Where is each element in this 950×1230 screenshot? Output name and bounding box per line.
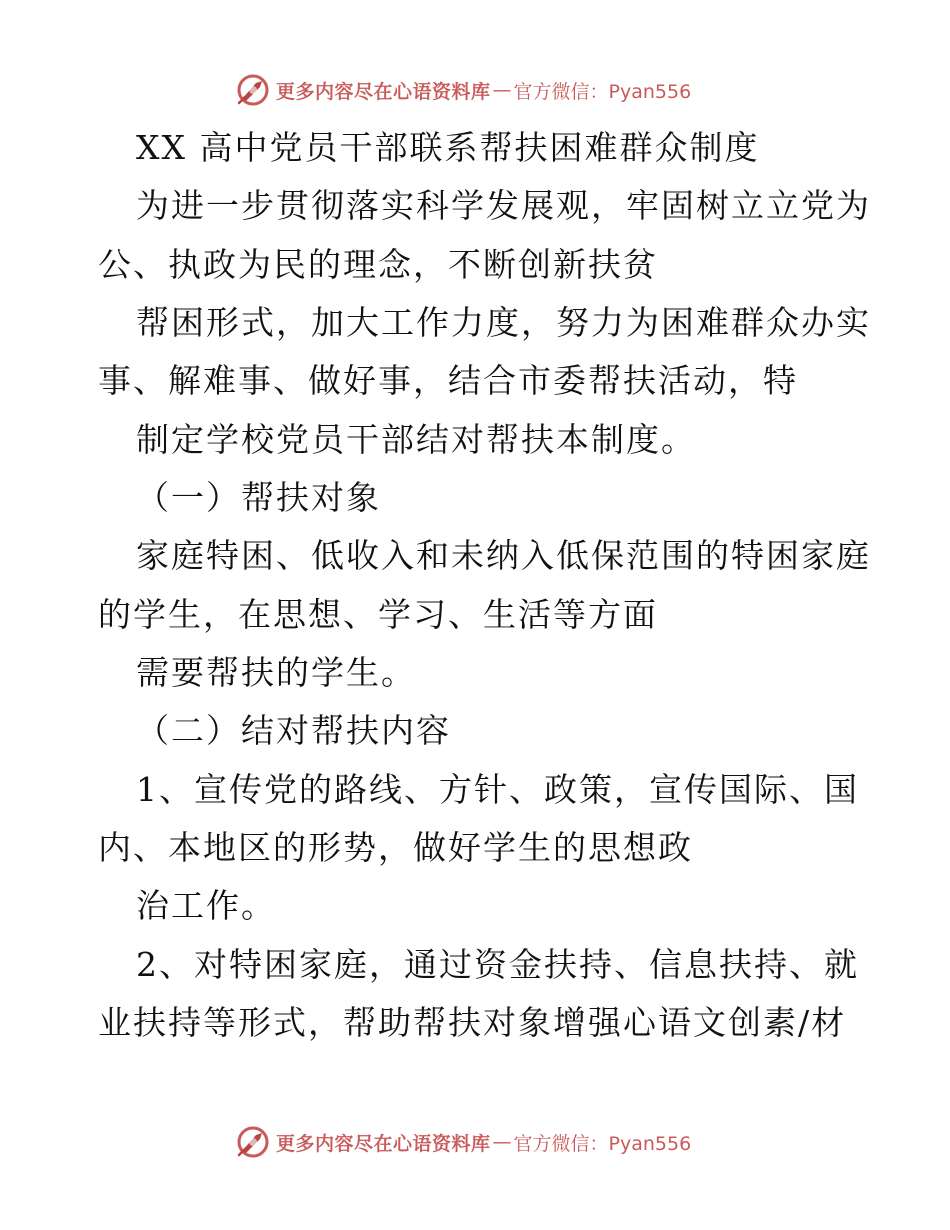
section-heading: （一）帮扶对象 [136, 478, 381, 517]
paragraph-line: 需要帮扶的学生。 [136, 653, 416, 692]
watermark-wechat-text: 官方微信：Pyan556 [513, 80, 692, 103]
paragraph-line: 为进一步贯彻落实科学发展观，牢固树立立党为 [136, 186, 871, 225]
section-heading: （二）结对帮扶内容 [136, 711, 451, 750]
paragraph-line: 1、宣传党的路线、方针、政策，宣传国际、国 [136, 770, 859, 809]
watermark-main-text: 更多内容尽在心语资料库 [276, 80, 491, 103]
paragraph-line: 帮困形式，加大工作力度，努力为困难群众办实 [136, 303, 871, 342]
watermark-main-text: 更多内容尽在心语资料库 [276, 1132, 491, 1155]
quill-in-circle-icon [236, 1125, 270, 1159]
quill-in-circle-icon [236, 73, 270, 107]
paragraph-line: 事、解难事、做好事，结合市委帮扶活动，特 [98, 361, 798, 400]
document-title: XX 高中党员干部联系帮扶困难群众制度 [136, 128, 760, 167]
watermark-dash: — [492, 79, 512, 101]
paragraph-line: 业扶持等形式，帮助帮扶对象增强心语文创素/材 [98, 1003, 847, 1042]
paragraph-line: 公、执政为民的理念，不断创新扶贫 [98, 245, 658, 284]
watermark-dash: — [492, 1131, 512, 1153]
paragraph-line: 的学生，在思想、学习、生活等方面 [98, 595, 658, 634]
header-watermark [236, 72, 691, 108]
paragraph-line: 家庭特困、低收入和未纳入低保范围的特困家庭 [136, 536, 871, 575]
paragraph-line: 内、本地区的形势，做好学生的思想政 [98, 828, 693, 867]
paragraph-line: 2、对特困家庭，通过资金扶持、信息扶持、就 [136, 945, 859, 984]
paragraph-line: 制定学校党员干部结对帮扶本制度。 [136, 420, 696, 459]
paragraph-line: 治工作。 [136, 886, 276, 925]
footer-watermark [236, 1124, 691, 1160]
watermark-wechat-text: 官方微信：Pyan556 [513, 1132, 692, 1155]
